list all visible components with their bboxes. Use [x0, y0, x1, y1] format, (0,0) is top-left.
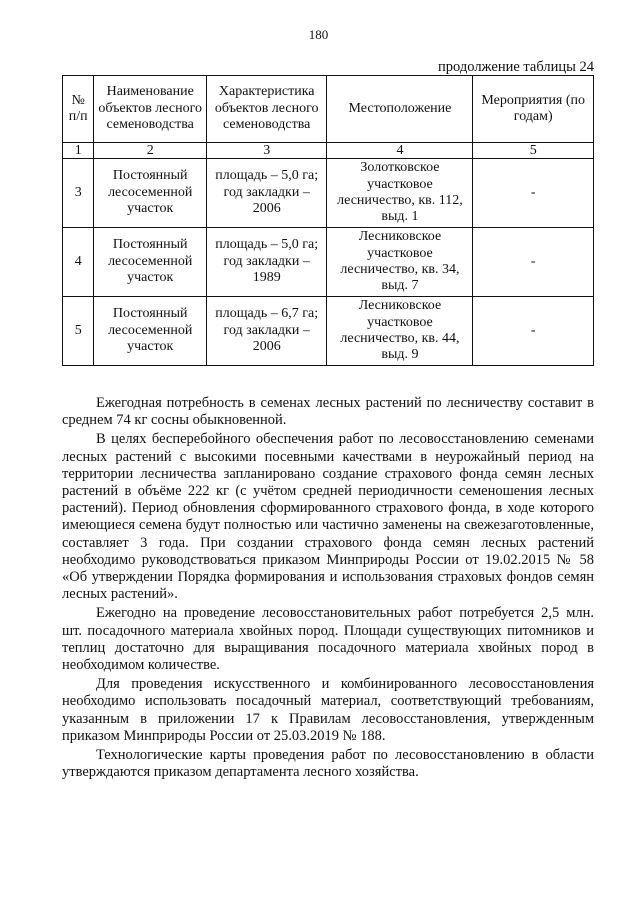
- column-number: 4: [327, 143, 473, 159]
- column-number: 3: [206, 143, 327, 159]
- row-number: 3: [63, 159, 94, 228]
- location-cell: Лесниковское участковое лесничество, кв. 44, выд. 9: [327, 297, 473, 366]
- row-number: 4: [63, 228, 94, 297]
- body-text: [62, 395, 594, 783]
- forest-seed-objects-table: [62, 75, 594, 366]
- column-number: 1: [63, 143, 94, 159]
- paragraph-planting-material: Ежегодно на проведение лесовосстановительных работ потребуется 2,5 млн. шт. посадочного материала хвойных пород. Площади существующих питомников и теплиц достаточно для выращивания посадочного материала хвойных пород в необходимом количестве.: [62, 605, 594, 674]
- column-number: 2: [94, 143, 206, 159]
- header-characteristics: Характеристика объектов лесного семеноводства: [206, 76, 327, 143]
- table-row: [63, 297, 594, 366]
- paragraph-seed-demand: Ежегодная потребность в семенах лесных растений по лесничеству составит в среднем 74 кг сосны обыкновенной.: [62, 395, 594, 429]
- location-cell: Золотковское участковое лесничество, кв. 112, выд. 1: [327, 159, 473, 228]
- paragraph-technological-maps: Технологические карты проведения работ по лесовосстановлению в области утверждаются приказом департамента лесного хозяйства.: [62, 747, 594, 781]
- object-name-cell: Постоянный лесосеменной участок: [94, 228, 206, 297]
- characteristics-cell: площадь – 5,0 га; год закладки – 2006: [206, 159, 327, 228]
- measures-cell: -: [473, 228, 594, 297]
- header-object-name: Наименование объектов лесного семеноводства: [94, 76, 206, 143]
- table-continuation-label: продолжение таблицы 24: [438, 59, 594, 75]
- location-cell: Лесниковское участковое лесничество, кв. 34, выд. 7: [327, 228, 473, 297]
- header-location: Местоположение: [327, 76, 473, 143]
- characteristics-cell: площадь – 6,7 га; год закладки – 2006: [206, 297, 327, 366]
- header-measures: Мероприятия (по годам): [473, 76, 594, 143]
- object-name-cell: Постоянный лесосеменной участок: [94, 159, 206, 228]
- measures-cell: -: [473, 159, 594, 228]
- page-number: 180: [308, 27, 329, 42]
- object-name-cell: Постоянный лесосеменной участок: [94, 297, 206, 366]
- column-number: 5: [473, 143, 594, 159]
- measures-cell: -: [473, 297, 594, 366]
- column-number-row: [63, 143, 594, 159]
- paragraph-insurance-fund: В целях бесперебойного обеспечения работ по лесовосстановлению семенами лесных растений с высокими посевными качествами в неурожайный период на территории лесничества запланировано создание страхового фонда семян лесных растений в объёме 222 кг (с учётом средней периодичности семеношения лесных растений). Период обновления сформированного страхового фонда, в ходе которого имеющиеся семена будут полностью или частично заменены на свежезаготовленные, составляет 3 года. При создании страхового фонда семян лесных растений необходимо руководствоваться приказом Минприроды России от 19.02.2015 № 58 «Об утверждении Порядка формирования и использования страховых фондов семян лесных растений».: [62, 431, 594, 603]
- header-number: № п/п: [63, 76, 94, 143]
- row-number: 5: [63, 297, 94, 366]
- paragraph-requirements: Для проведения искусственного и комбинированного лесовосстановления необходимо использовать посадочный материал, соответствующий требованиям, указанным в приложении 17 к Правилам лесовосстановления, утвержденным приказом Минприроды России от 25.03.2019 № 188.: [62, 676, 594, 744]
- characteristics-cell: площадь – 5,0 га; год закладки – 1989: [206, 228, 327, 297]
- table-header-row: [63, 76, 594, 143]
- table-row: [63, 228, 594, 297]
- table-row: [63, 159, 594, 228]
